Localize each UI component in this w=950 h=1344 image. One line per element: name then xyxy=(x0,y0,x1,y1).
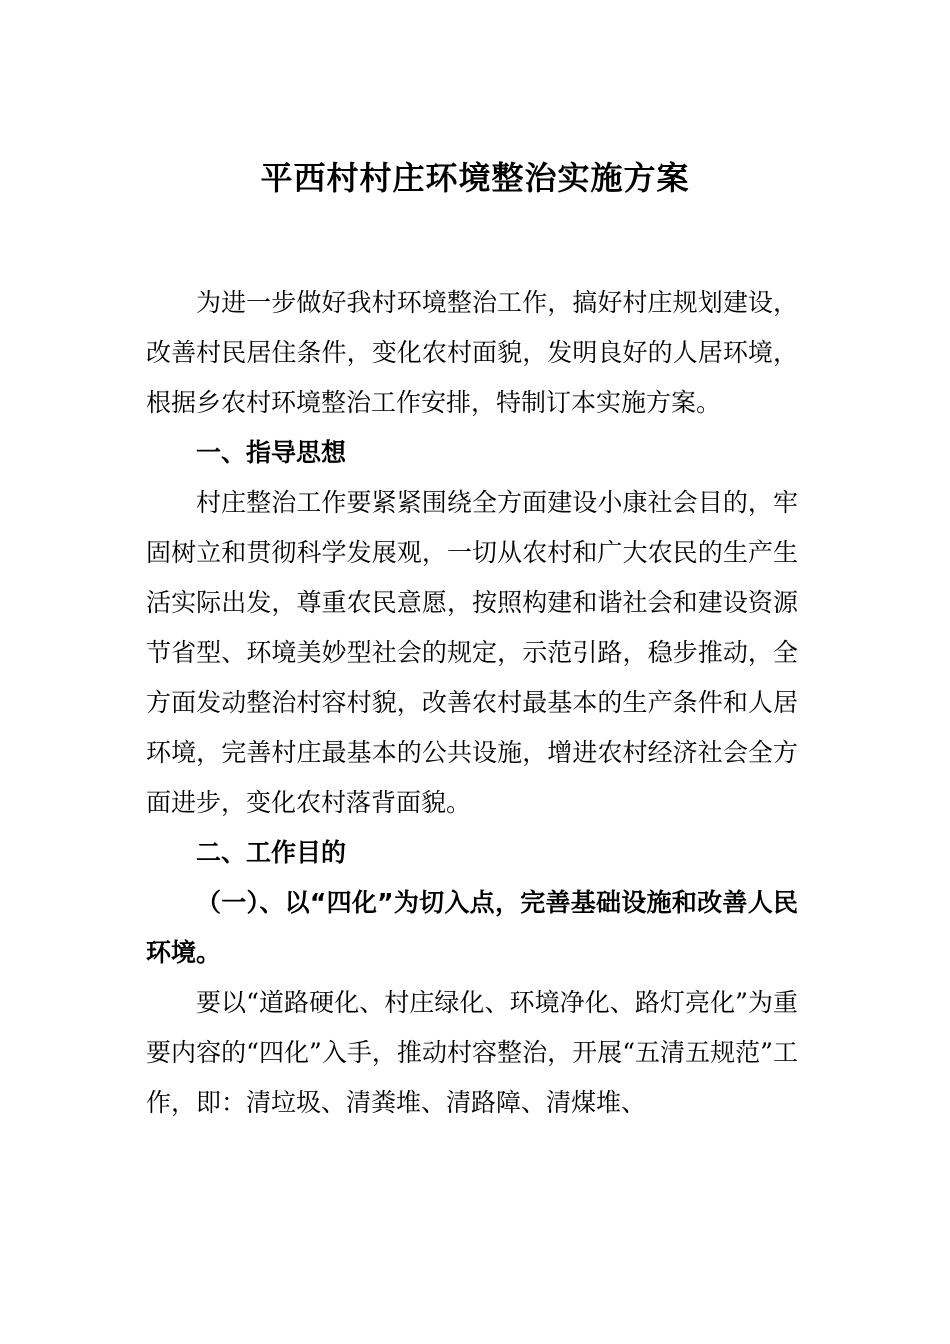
document-title: 平西村村庄环境整治实施方案 xyxy=(260,159,690,197)
document-body xyxy=(146,278,798,1128)
section-heading-guiding-ideology: 一、指导思想 xyxy=(196,438,347,467)
intro-paragraph: 为进一步做好我村环境整治工作，搞好村庄规划建设，改善村民居住条件，变化农村面貌，发明良好的人居环境，根据乡农村环境整治工作安排，特制订本实施方案。 xyxy=(146,288,798,417)
four-modernizations-paragraph: 要以“道路硬化、村庄绿化、环境净化、路灯亮化”为重要内容的“四化”入手，推动村容整治，开展“五清五规范”工作，即：清垃圾、清粪堆、清路障、清煤堆、 xyxy=(146,988,798,1117)
subsection-heading-four-modernizations: （一）、以“四化”为切入点，完善基础设施和改善人民环境。 xyxy=(146,888,798,967)
guiding-ideology-paragraph: 村庄整治工作要紧紧围绕全方面建设小康社会目的，牢固树立和贯彻科学发展观，一切从农村和广大农民的生产生活实际出发，尊重农民意愿，按照构建和谐社会和建设资源节省型、环境美妙型社会的规定，示范引路，稳步推动，全方面发动整治村容村貌，改善农村最基本的生产条件和人居环境，完善村庄最基本的公共设施，增进农村经济社会全方面进步，变化农村落背面貌。 xyxy=(146,488,798,817)
section-heading-work-objectives: 二、工作目的 xyxy=(196,838,347,867)
